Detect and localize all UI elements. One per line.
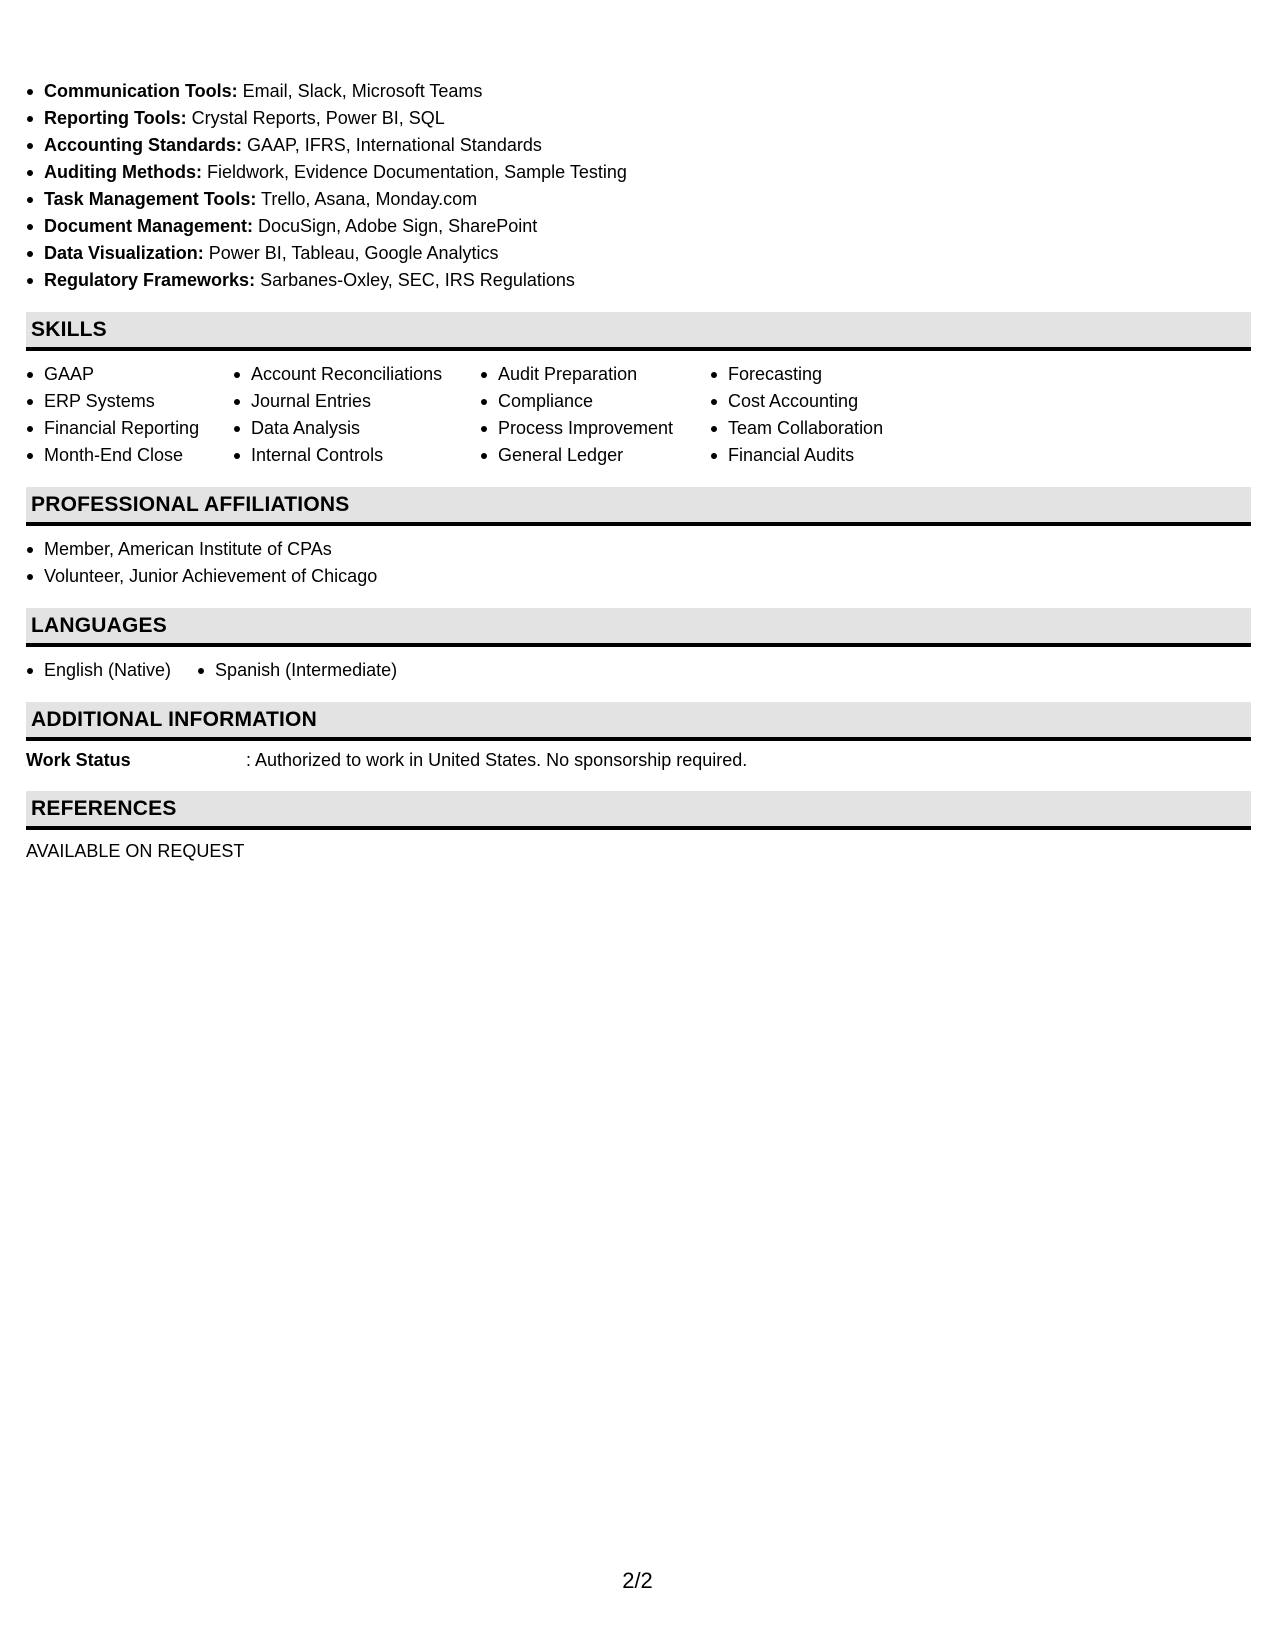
languages-heading: LANGUAGES — [26, 608, 1251, 647]
references-heading: REFERENCES — [26, 791, 1251, 830]
skills-grid — [26, 361, 1251, 469]
skills-column — [233, 361, 458, 469]
tool-value: DocuSign, Adobe Sign, SharePoint — [253, 216, 538, 236]
language-item: Spanish (Intermediate) — [197, 657, 397, 684]
skills-column — [26, 361, 211, 469]
affiliations-heading: PROFESSIONAL AFFILIATIONS — [26, 487, 1251, 526]
tool-item — [26, 213, 1251, 240]
skill-item: Forecasting — [710, 361, 910, 388]
tool-item — [26, 240, 1251, 267]
tool-label: Regulatory Frameworks: — [44, 270, 256, 290]
tool-label: Data Visualization: — [44, 243, 204, 263]
skill-item: Process Improvement — [480, 415, 688, 442]
skill-item: Financial Audits — [710, 442, 910, 469]
tool-label: Communication Tools: — [44, 81, 238, 101]
references-text: AVAILABLE ON REQUEST — [26, 841, 245, 861]
tool-item — [26, 78, 1251, 105]
skill-item: Financial Reporting — [26, 415, 211, 442]
tool-item — [26, 267, 1251, 294]
tool-value: Email, Slack, Microsoft Teams — [237, 81, 483, 101]
resume-page — [26, 78, 1251, 865]
tool-item — [26, 159, 1251, 186]
skill-item: General Ledger — [480, 442, 688, 469]
skills-column — [710, 361, 910, 469]
tool-label: Document Management: — [44, 216, 254, 236]
skills-heading: SKILLS — [26, 312, 1251, 351]
skill-item: Team Collaboration — [710, 415, 910, 442]
work-status-row — [26, 747, 1251, 774]
tool-value: Power BI, Tableau, Google Analytics — [203, 243, 499, 263]
page-number: 2/2 — [622, 1568, 653, 1593]
skills-column — [480, 361, 688, 469]
work-status-value: : Authorized to work in United States. No sponsorship required. — [246, 750, 748, 770]
tool-label: Auditing Methods: — [44, 162, 202, 182]
work-status-label: Work Status — [26, 750, 131, 770]
language-item: English (Native) — [26, 657, 171, 684]
skill-item: GAAP — [26, 361, 211, 388]
tool-label: Accounting Standards: — [44, 135, 243, 155]
skill-item: Data Analysis — [233, 415, 458, 442]
tool-value: GAAP, IFRS, International Standards — [242, 135, 542, 155]
additional-info-heading: ADDITIONAL INFORMATION — [26, 702, 1251, 741]
affiliation-item: Member, American Institute of CPAs — [26, 536, 1251, 563]
tool-label: Task Management Tools: — [44, 189, 257, 209]
tool-value: Fieldwork, Evidence Documentation, Sample Testing — [201, 162, 627, 182]
tool-value: Trello, Asana, Monday.com — [256, 189, 478, 209]
skill-item: Journal Entries — [233, 388, 458, 415]
tool-item — [26, 105, 1251, 132]
languages-list — [26, 657, 1251, 684]
skill-item: Audit Preparation — [480, 361, 688, 388]
tool-item — [26, 132, 1251, 159]
skill-item: ERP Systems — [26, 388, 211, 415]
skill-item: Compliance — [480, 388, 688, 415]
tool-item — [26, 186, 1251, 213]
tool-label: Reporting Tools: — [44, 108, 187, 128]
skill-item: Month-End Close — [26, 442, 211, 469]
tools-list — [26, 78, 1251, 294]
tool-value: Crystal Reports, Power BI, SQL — [186, 108, 445, 128]
tool-value: Sarbanes-Oxley, SEC, IRS Regulations — [255, 270, 575, 290]
skill-item: Account Reconciliations — [233, 361, 458, 388]
skill-item: Cost Accounting — [710, 388, 910, 415]
affiliations-list — [26, 536, 1251, 590]
affiliation-item: Volunteer, Junior Achievement of Chicago — [26, 563, 1251, 590]
skill-item: Internal Controls — [233, 442, 458, 469]
